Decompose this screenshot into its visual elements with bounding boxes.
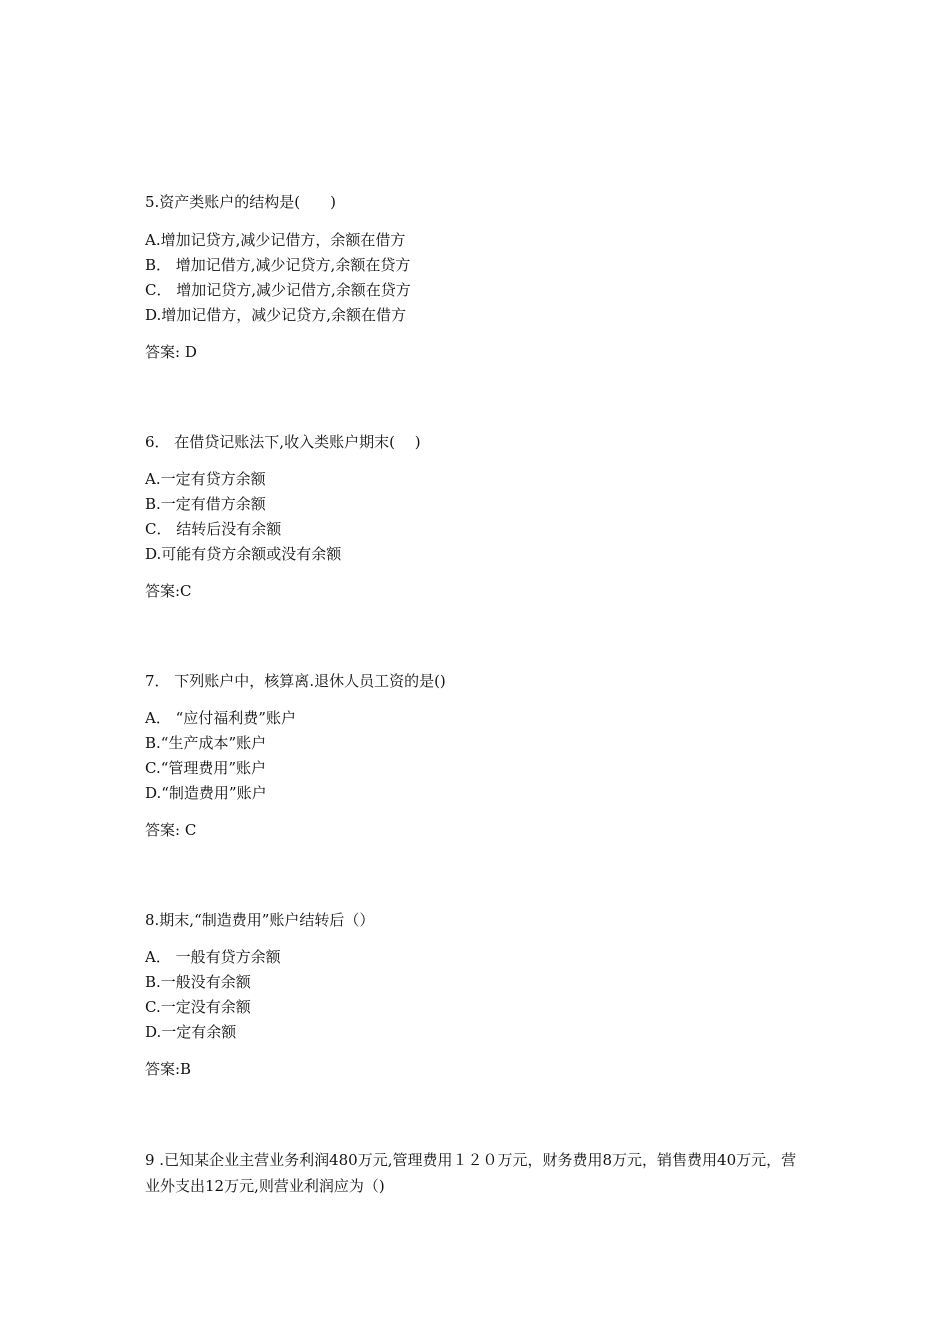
question-7-option-c: C.“管理费用”账户 [145, 759, 267, 777]
question-6-option-d: D.可能有贷方余额或没有余额 [145, 545, 342, 563]
question-7-option-a: A． “应付福利费”账户 [145, 709, 296, 727]
question-5-option-a: A.增加记贷方,减少记借方，余额在借方 [145, 231, 406, 249]
question-8-option-b: B.一般没有余额 [145, 973, 251, 991]
question-8-option-a: A． 一般有贷方余额 [145, 948, 281, 966]
question-6-option-c: C． 结转后没有余额 [145, 520, 282, 538]
question-7-option-d: D.“制造费用”账户 [145, 784, 267, 802]
question-5-stem: 5.资产类账户的结构是( ) [145, 193, 337, 211]
question-8-option-d: D.一定有余额 [145, 1023, 237, 1041]
question-6-answer: 答案:C [145, 582, 192, 600]
question-7-answer: 答案: C [145, 821, 197, 839]
question-5-option-d: D.增加记借方，减少记贷方,余额在借方 [145, 306, 407, 324]
question-5-answer: 答案: D [145, 343, 197, 361]
question-7-stem: 7． 下列账户中，核算离.退休人员工资的是() [145, 672, 446, 690]
question-6-option-b: B.一定有借方余额 [145, 495, 266, 513]
question-8-answer: 答案:B [145, 1060, 192, 1078]
question-8-option-c: C.一定没有余额 [145, 998, 251, 1016]
question-9-stem: 9 .已知某企业主营业务利润480万元,管理费用１２０万元，财务费用8万元，销售费用40万元，营业外支出12万元,则营业利润应为（) [145, 1151, 797, 1195]
question-8-stem: 8.期末,“制造费用”账户结转后（） [145, 911, 375, 929]
question-5-option-c: C． 增加记贷方,减少记借方,余额在贷方 [145, 281, 411, 299]
question-7-option-b: B.“生产成本”账户 [145, 734, 267, 752]
question-6-option-a: A.一定有贷方余额 [145, 470, 266, 488]
question-6-stem: 6． 在借贷记账法下,收入类账户期末( ) [145, 433, 421, 451]
question-5-option-b: B． 增加记借方,减少记贷方,余额在贷方 [145, 256, 411, 274]
